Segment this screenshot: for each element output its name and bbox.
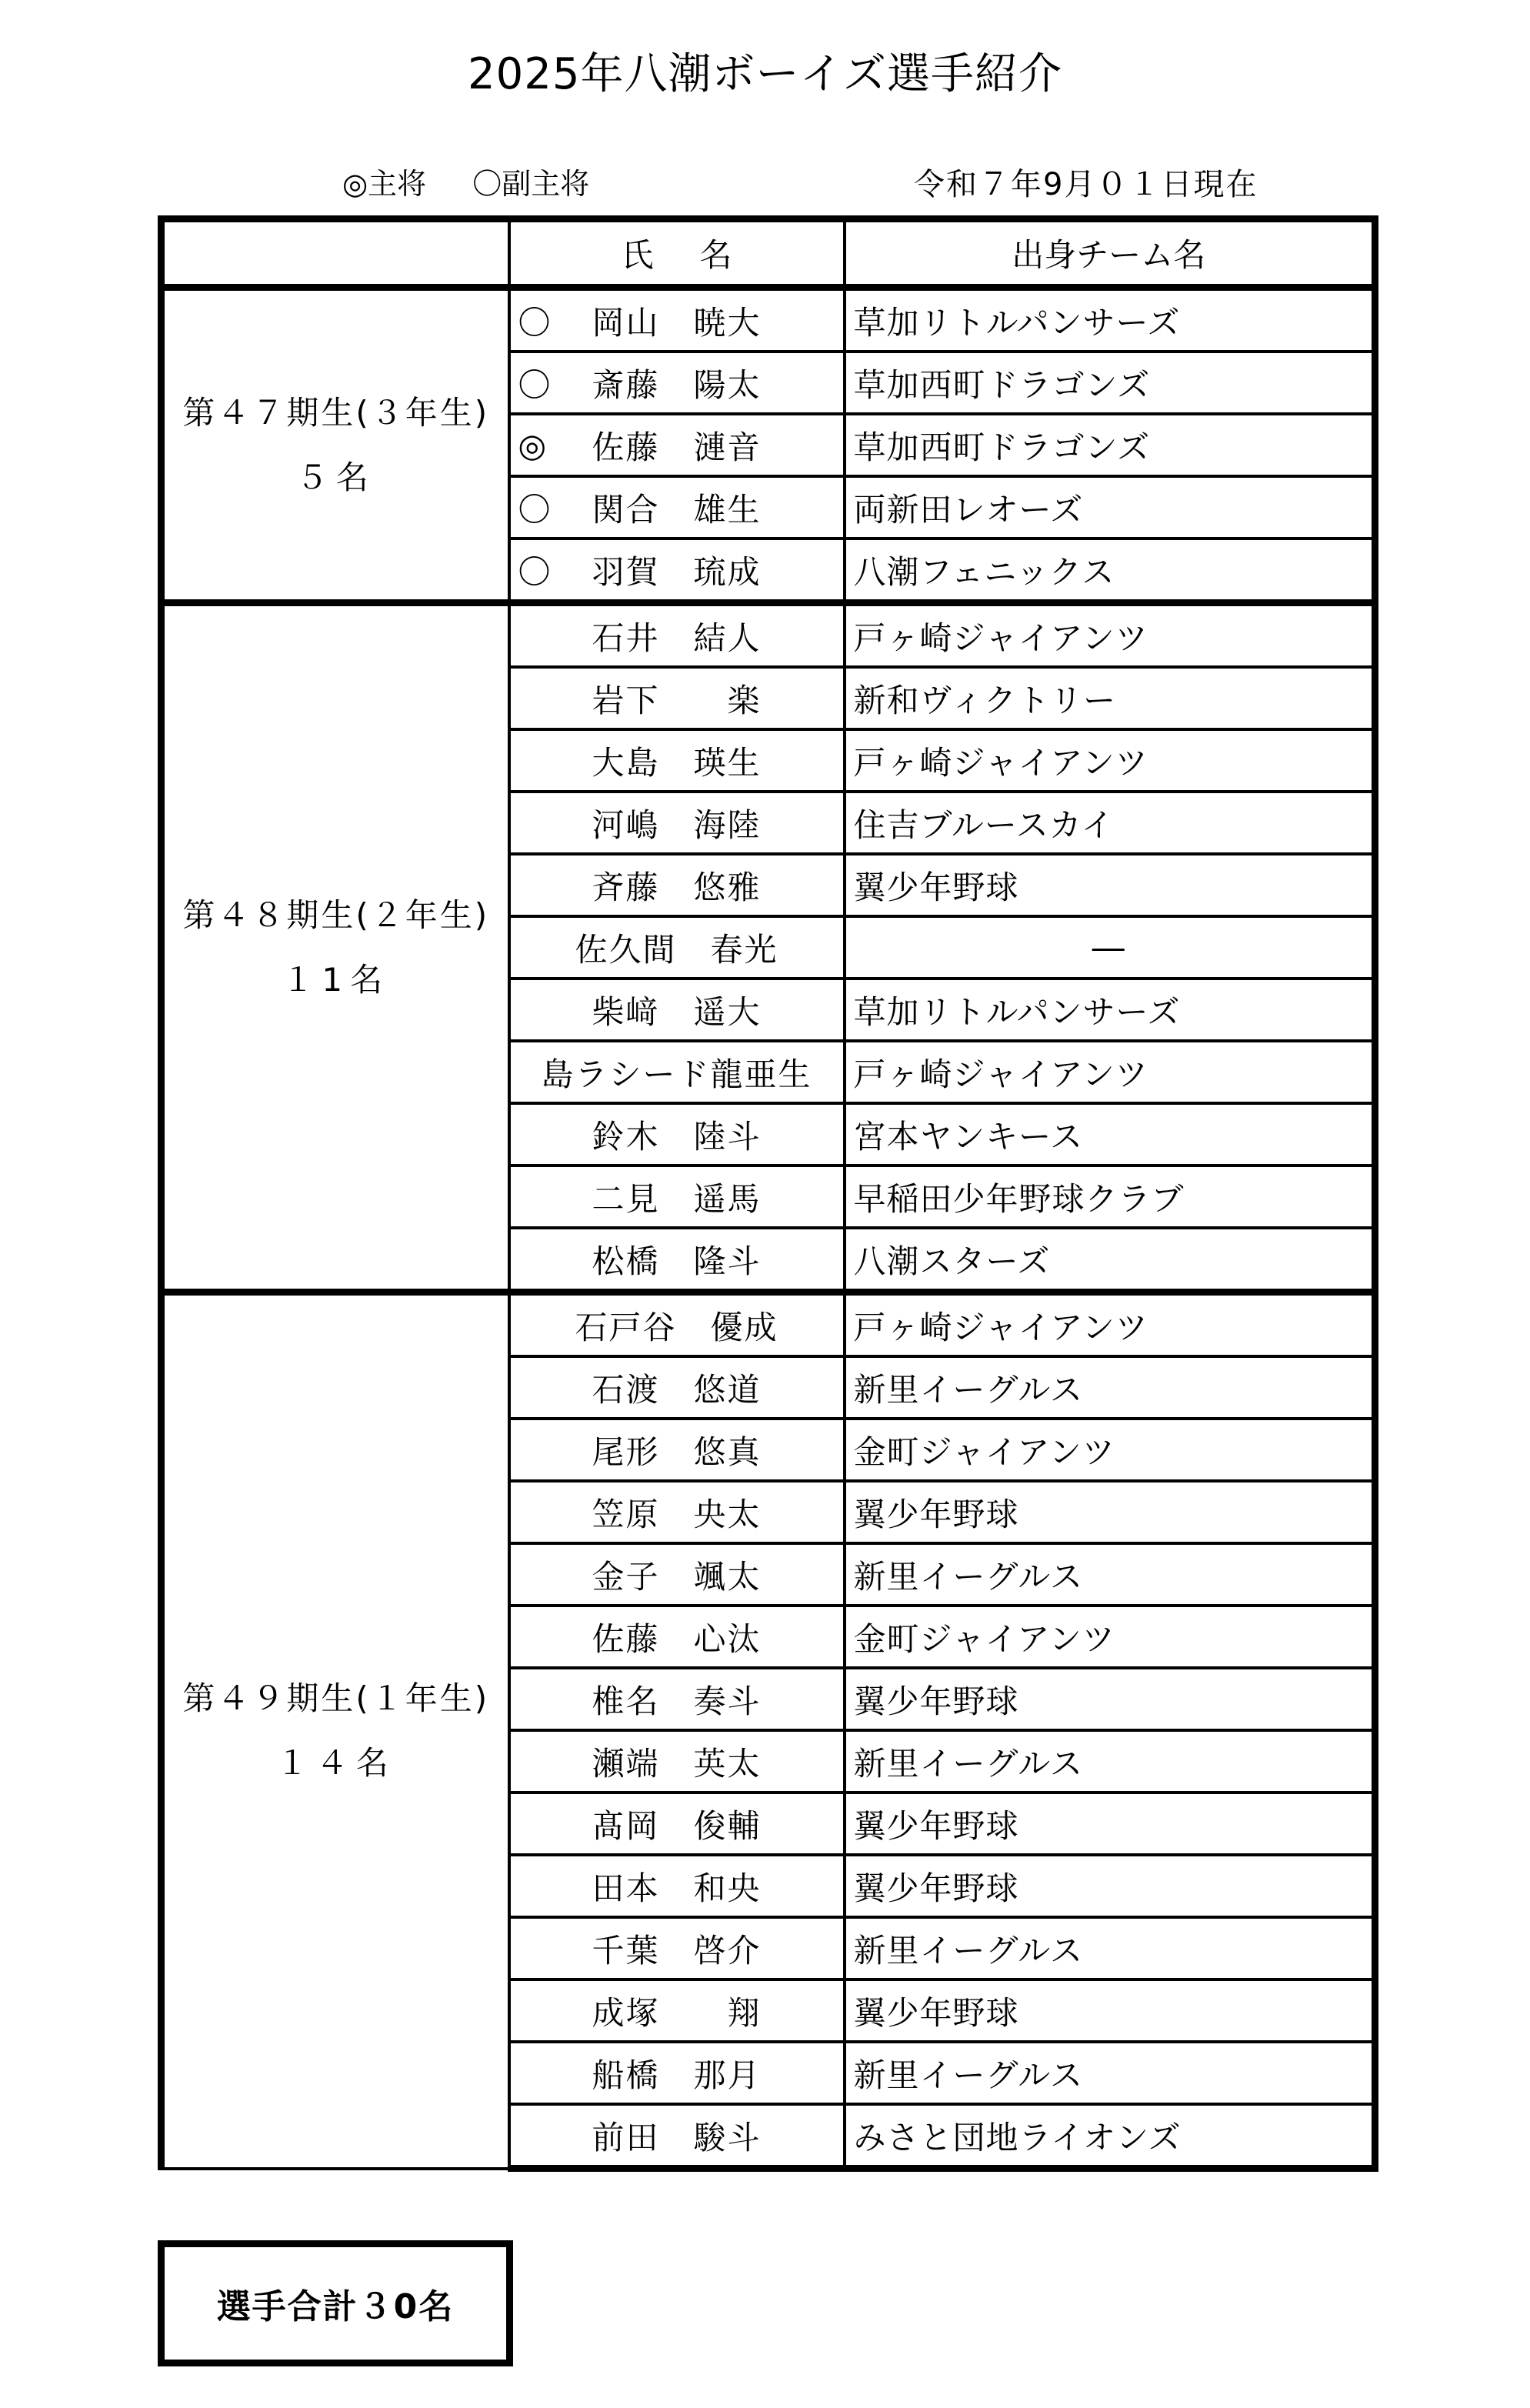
former-team: 新里イーグルス — [845, 1917, 1375, 1979]
player-name: 柴﨑 遥大 — [592, 992, 762, 1031]
player-name: 岩下 楽 — [592, 681, 762, 719]
player-name: 石井 結人 — [592, 619, 762, 657]
cohort-cell — [162, 603, 509, 1292]
total-players-label: 選手合計３0名 — [216, 2287, 455, 2326]
player-name-cell — [509, 979, 845, 1041]
player-name: 二見 遥馬 — [592, 1179, 762, 1218]
former-team: みさと団地ライオンズ — [845, 2104, 1375, 2169]
captain-mark-icon: ◎ — [518, 426, 547, 464]
vice-captain-legend: 〇副主将 — [472, 167, 590, 201]
former-team: 八潮スターズ — [845, 1228, 1375, 1292]
cohort-count: １1名 — [282, 960, 391, 999]
cohort-label: 第４８期生(２年生) — [182, 895, 490, 934]
player-name-cell — [509, 1356, 845, 1419]
player-name: 船橋 那月 — [592, 2056, 762, 2094]
cohort-count: ５名 — [295, 458, 376, 496]
cohort-label: 第４９期生(１年生) — [182, 1679, 490, 1718]
table-row — [162, 603, 1375, 668]
player-name: 尾形 悠真 — [592, 1432, 762, 1471]
player-name-cell — [509, 414, 845, 476]
player-name: 成塚 翔 — [592, 1993, 762, 2032]
player-name-cell — [509, 1855, 845, 1917]
player-name: 松橋 隆斗 — [592, 1242, 762, 1280]
former-team: 住吉ブルースカイ — [845, 792, 1375, 854]
player-name-cell — [509, 1166, 845, 1228]
player-name: 河嶋 海陸 — [592, 805, 762, 844]
player-name-cell — [509, 1292, 845, 1357]
player-name-cell — [509, 1228, 845, 1292]
former-team: 草加西町ドラゴンズ — [845, 414, 1375, 476]
former-team: 草加リトルパンサーズ — [845, 288, 1375, 352]
former-team: 翼少年野球 — [845, 1481, 1375, 1543]
player-name: 瀬端 英太 — [592, 1744, 762, 1783]
former-team: 新和ヴィクトリー — [845, 667, 1375, 729]
player-name: 羽賀 琉成 — [592, 552, 762, 591]
former-team: 新里イーグルス — [845, 1730, 1375, 1793]
player-name: 千葉 啓介 — [592, 1931, 762, 1969]
player-name: 岡山 暁大 — [592, 303, 762, 342]
player-name-cell — [509, 352, 845, 414]
former-team: ― — [845, 916, 1375, 979]
player-name-cell — [509, 1606, 845, 1668]
player-name: 島ラシード龍亜生 — [541, 1055, 812, 1093]
former-team: 戸ヶ崎ジャイアンツ — [845, 729, 1375, 792]
player-name: 椎名 奏斗 — [592, 1682, 762, 1720]
player-name: 前田 駿斗 — [592, 2118, 762, 2156]
cohort-label: 第４７期生(３年生) — [182, 393, 490, 432]
player-name-cell — [509, 1419, 845, 1481]
former-team: 翼少年野球 — [845, 1979, 1375, 2042]
player-name-cell — [509, 1793, 845, 1855]
vice-captain-mark-icon: 〇 — [518, 490, 551, 529]
player-name-cell — [509, 792, 845, 854]
cohort-count: １４名 — [275, 1744, 396, 1783]
former-team: 両新田レオーズ — [845, 476, 1375, 539]
former-team: 戸ヶ崎ジャイアンツ — [845, 603, 1375, 668]
player-name: 佐藤 漣音 — [592, 428, 762, 466]
player-name-cell — [509, 1668, 845, 1730]
player-name-cell — [509, 1979, 845, 2042]
player-name-cell — [509, 854, 845, 916]
captain-legend: ◎主将 — [342, 167, 427, 201]
vice-captain-mark-icon: 〇 — [518, 365, 551, 404]
table-row — [162, 288, 1375, 352]
player-name: 笠原 央太 — [592, 1495, 762, 1533]
former-team: 草加西町ドラゴンズ — [845, 352, 1375, 414]
player-name: 関合 雄生 — [592, 490, 762, 529]
player-name: 佐久間 春光 — [575, 930, 778, 969]
header-group — [162, 219, 509, 288]
as-of-date: 令和７年9月０１日現在 — [914, 167, 1258, 202]
former-team: 金町ジャイアンツ — [845, 1606, 1375, 1668]
former-team: 草加リトルパンサーズ — [845, 979, 1375, 1041]
cohort-cell — [162, 1292, 509, 2169]
former-team: 翼少年野球 — [845, 1793, 1375, 1855]
vice-captain-mark-icon: 〇 — [518, 552, 551, 591]
cohort-cell — [162, 288, 509, 603]
former-team: 宮本ヤンキース — [845, 1103, 1375, 1166]
player-name-cell — [509, 1041, 845, 1103]
player-name: 髙岡 俊輔 — [592, 1806, 762, 1845]
player-name-cell — [509, 1730, 845, 1793]
former-team: 新里イーグルス — [845, 2042, 1375, 2104]
player-name-cell — [509, 1917, 845, 1979]
former-team: 翼少年野球 — [845, 854, 1375, 916]
header-team: 出身チーム名 — [845, 219, 1375, 288]
player-name-cell — [509, 603, 845, 668]
former-team: 戸ヶ崎ジャイアンツ — [845, 1041, 1375, 1103]
player-name: 金子 颯太 — [592, 1557, 762, 1596]
former-team: 新里イーグルス — [845, 1543, 1375, 1606]
player-name-cell — [509, 2042, 845, 2104]
player-name-cell — [509, 539, 845, 603]
player-name-cell — [509, 1103, 845, 1166]
player-name-cell — [509, 476, 845, 539]
player-name: 田本 和央 — [592, 1869, 762, 1907]
table-row — [162, 1292, 1375, 1357]
former-team: 新里イーグルス — [845, 1356, 1375, 1419]
player-name: 斉藤 悠雅 — [592, 868, 762, 906]
roster-table — [158, 215, 1378, 2172]
player-name: 斎藤 陽太 — [592, 365, 762, 404]
total-players-cell — [158, 2240, 513, 2366]
header-name: 氏名 — [509, 219, 845, 288]
player-name-cell — [509, 916, 845, 979]
former-team: 金町ジャイアンツ — [845, 1419, 1375, 1481]
former-team: 戸ヶ崎ジャイアンツ — [845, 1292, 1375, 1357]
player-name-cell — [509, 2104, 845, 2169]
former-team: 翼少年野球 — [845, 1855, 1375, 1917]
document-title: 2025年八潮ボーイズ選手紹介 — [468, 49, 1062, 99]
former-team: 八潮フェニックス — [845, 539, 1375, 603]
player-name-cell — [509, 288, 845, 352]
player-name-cell — [509, 1481, 845, 1543]
player-name-cell — [509, 1543, 845, 1606]
player-name-cell — [509, 667, 845, 729]
player-name: 佐藤 心汰 — [592, 1619, 762, 1658]
mark-legend — [342, 160, 626, 202]
vice-captain-mark-icon: 〇 — [518, 303, 551, 342]
table-header-row — [162, 219, 1375, 288]
player-name: 鈴木 陸斗 — [592, 1117, 762, 1156]
player-name: 大島 瑛生 — [592, 743, 762, 782]
player-name-cell — [509, 729, 845, 792]
player-name: 石戸谷 優成 — [575, 1308, 778, 1346]
player-name: 石渡 悠道 — [592, 1370, 762, 1409]
former-team: 早稲田少年野球クラブ — [845, 1166, 1375, 1228]
former-team: 翼少年野球 — [845, 1668, 1375, 1730]
